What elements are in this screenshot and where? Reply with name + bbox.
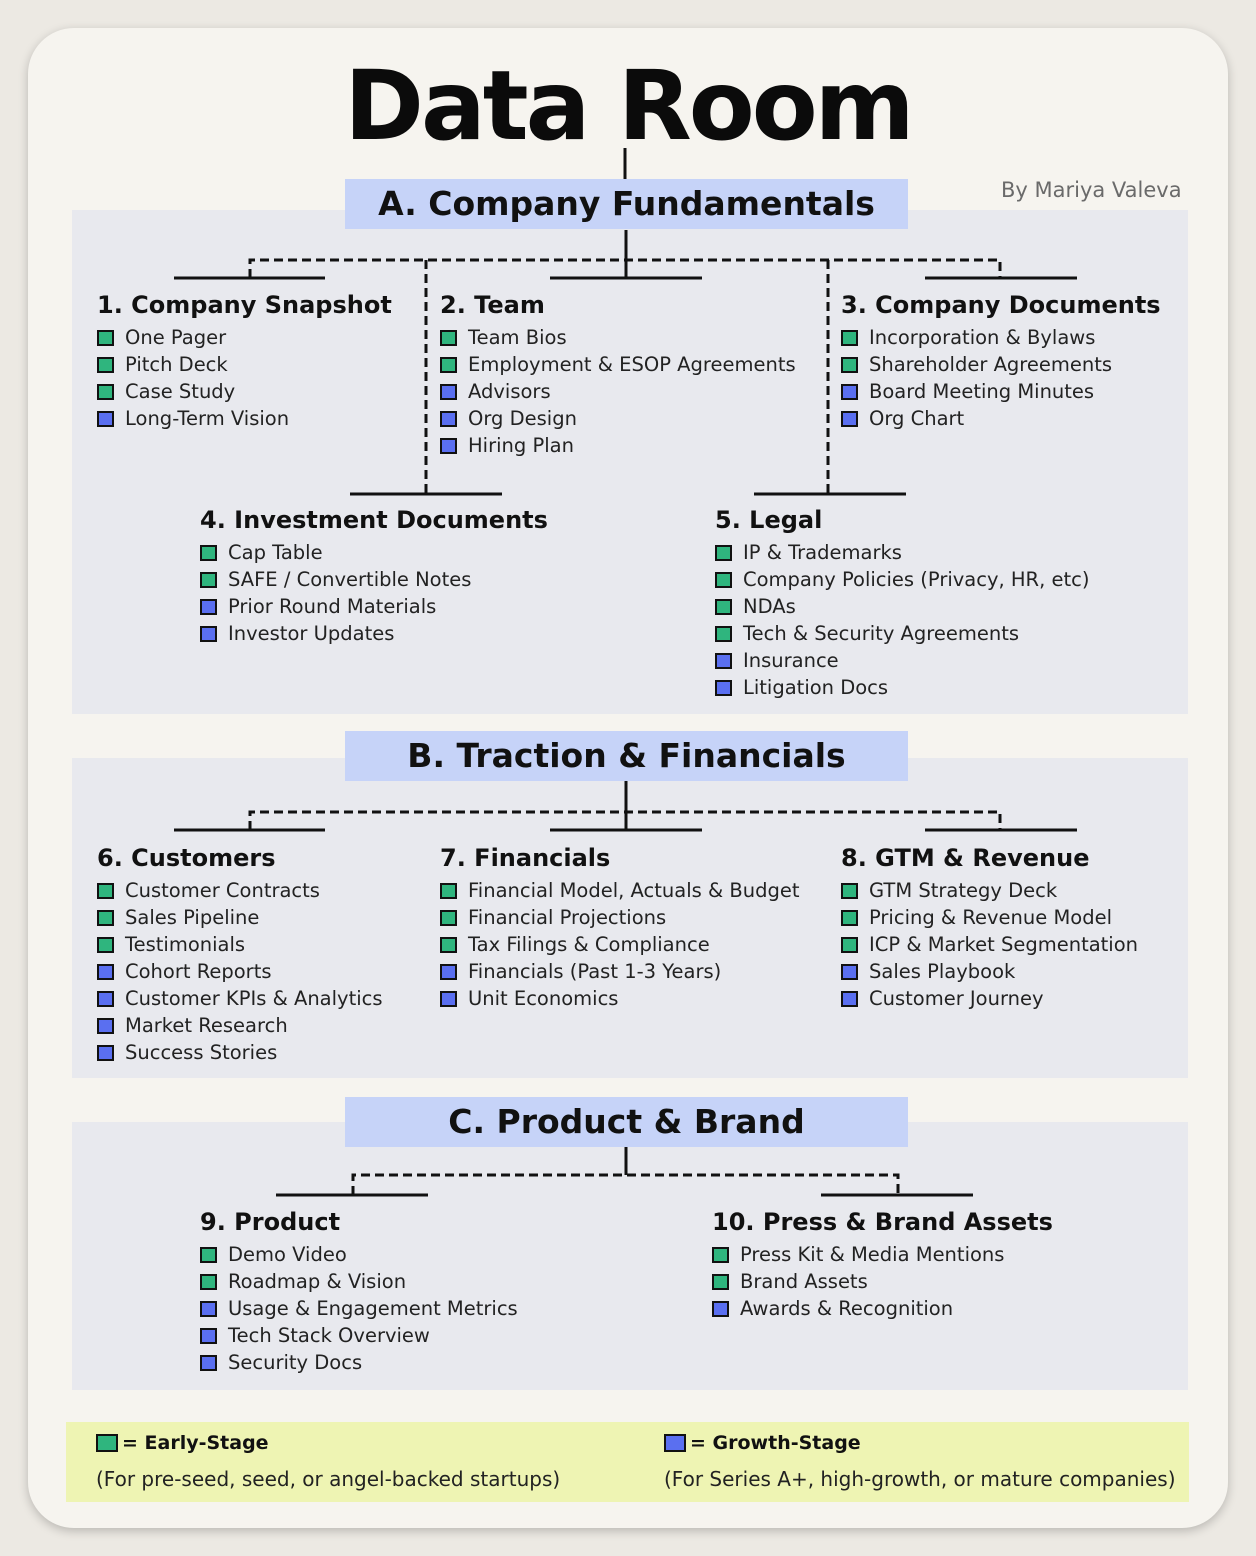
- growth-stage-checkbox-icon: [841, 964, 858, 980]
- checklist-item: [712, 1241, 1053, 1268]
- early-stage-checkbox-icon: [440, 937, 457, 953]
- early-stage-swatch-icon: [96, 1434, 118, 1452]
- checklist-item-label: Success Stories: [125, 1041, 278, 1064]
- checklist-item: [440, 324, 796, 351]
- group-title: 1. Company Snapshot: [97, 291, 392, 319]
- checklist-item: [200, 593, 548, 620]
- group-customers: [97, 844, 383, 1066]
- growth-stage-checkbox-icon: [97, 991, 114, 1007]
- early-stage-checkbox-icon: [440, 910, 457, 926]
- checklist-item: [841, 904, 1138, 931]
- section-header-traction-financials: B. Traction & Financials: [345, 731, 908, 781]
- checklist-item-label: Tax Filings & Compliance: [468, 933, 710, 956]
- growth-stage-checkbox-icon: [200, 1328, 217, 1344]
- early-stage-checkbox-icon: [97, 330, 114, 346]
- group-title: 10. Press & Brand Assets: [712, 1208, 1053, 1236]
- growth-stage-checkbox-icon: [440, 991, 457, 1007]
- checklist-item-label: Financial Model, Actuals & Budget: [468, 879, 800, 902]
- checklist-item: [841, 985, 1138, 1012]
- checklist-item-label: Shareholder Agreements: [869, 353, 1113, 376]
- checklist-item-label: Customer Contracts: [125, 879, 320, 902]
- group-press-brand-assets: [712, 1208, 1053, 1322]
- growth-stage-checkbox-icon: [200, 1301, 217, 1317]
- early-stage-checkbox-icon: [440, 357, 457, 373]
- checklist-item: [841, 351, 1161, 378]
- section-header-company-fundamentals: A. Company Fundamentals: [345, 179, 908, 229]
- growth-stage-checkbox-icon: [200, 1355, 217, 1371]
- checklist-item: [841, 877, 1138, 904]
- growth-stage-checkbox-icon: [200, 626, 217, 642]
- early-stage-checkbox-icon: [200, 1274, 217, 1290]
- checklist-item-label: Insurance: [743, 649, 839, 672]
- checklist-item: [440, 985, 800, 1012]
- legend-early-label: = Early-Stage: [122, 1432, 269, 1454]
- checklist-item-label: Incorporation & Bylaws: [869, 326, 1096, 349]
- early-stage-checkbox-icon: [440, 330, 457, 346]
- checklist-item-label: Customer KPIs & Analytics: [125, 987, 383, 1010]
- checklist-item: [715, 539, 1089, 566]
- checklist-item-label: Sales Playbook: [869, 960, 1016, 983]
- growth-stage-checkbox-icon: [200, 599, 217, 615]
- checklist-item-label: IP & Trademarks: [743, 541, 902, 564]
- checklist-item: [97, 958, 383, 985]
- checklist-item: [715, 647, 1089, 674]
- checklist-item: [841, 958, 1138, 985]
- early-stage-checkbox-icon: [715, 545, 732, 561]
- checklist-item: [97, 877, 383, 904]
- checklist-item: [440, 904, 800, 931]
- group-title: 2. Team: [440, 291, 545, 319]
- checklist-item: [97, 1012, 383, 1039]
- growth-stage-checkbox-icon: [841, 384, 858, 400]
- checklist-item: [97, 1039, 383, 1066]
- early-stage-checkbox-icon: [200, 1247, 217, 1263]
- growth-stage-checkbox-icon: [715, 680, 732, 696]
- early-stage-checkbox-icon: [715, 599, 732, 615]
- checklist-item-label: Long-Term Vision: [125, 407, 290, 430]
- page-title: Data Room: [344, 50, 912, 162]
- checklist-item-label: Unit Economics: [468, 987, 619, 1010]
- legend-early-stage: [96, 1432, 269, 1454]
- early-stage-checkbox-icon: [715, 572, 732, 588]
- checklist-item-label: Demo Video: [228, 1243, 347, 1266]
- checklist-item: [200, 1322, 518, 1349]
- checklist-item: [97, 985, 383, 1012]
- checklist-item: [715, 674, 1089, 701]
- group-title: 9. Product: [200, 1208, 341, 1236]
- checklist-item-label: Sales Pipeline: [125, 906, 260, 929]
- group-gtm-revenue: [841, 844, 1138, 1012]
- growth-stage-checkbox-icon: [97, 411, 114, 427]
- early-stage-checkbox-icon: [97, 357, 114, 373]
- growth-stage-checkbox-icon: [715, 653, 732, 669]
- checklist-item: [440, 432, 796, 459]
- checklist-item: [97, 931, 383, 958]
- checklist-item-label: Roadmap & Vision: [228, 1270, 407, 1293]
- checklist-item: [97, 378, 392, 405]
- growth-stage-checkbox-icon: [841, 411, 858, 427]
- growth-stage-checkbox-icon: [440, 411, 457, 427]
- checklist-item: [712, 1295, 1053, 1322]
- checklist-item: [200, 1349, 518, 1376]
- checklist-item-label: Team Bios: [468, 326, 567, 349]
- growth-stage-swatch-icon: [664, 1434, 686, 1452]
- early-stage-checkbox-icon: [200, 572, 217, 588]
- group-investment-documents: [200, 506, 548, 647]
- group-company-documents: [841, 291, 1161, 432]
- author-byline: By Mariya Valeva: [1001, 178, 1182, 202]
- checklist-item-label: Org Design: [468, 407, 577, 430]
- checklist-item: [841, 405, 1161, 432]
- early-stage-checkbox-icon: [841, 937, 858, 953]
- growth-stage-checkbox-icon: [440, 438, 457, 454]
- checklist-item: [200, 1241, 518, 1268]
- checklist-item-label: Advisors: [468, 380, 551, 403]
- checklist-item: [200, 539, 548, 566]
- checklist-item: [200, 620, 548, 647]
- checklist-item: [97, 351, 392, 378]
- checklist-item-label: Case Study: [125, 380, 236, 403]
- early-stage-checkbox-icon: [97, 384, 114, 400]
- checklist-item-label: Company Policies (Privacy, HR, etc): [743, 568, 1090, 591]
- checklist-item: [841, 931, 1138, 958]
- checklist-item-label: NDAs: [743, 595, 796, 618]
- group-company-snapshot: [97, 291, 392, 432]
- checklist-item: [440, 931, 800, 958]
- checklist-item-label: Financial Projections: [468, 906, 667, 929]
- checklist-item-label: Tech Stack Overview: [228, 1324, 430, 1347]
- early-stage-checkbox-icon: [97, 910, 114, 926]
- checklist-item: [712, 1268, 1053, 1295]
- checklist-item-label: Pitch Deck: [125, 353, 228, 376]
- group-product: [200, 1208, 518, 1376]
- early-stage-checkbox-icon: [712, 1247, 729, 1263]
- checklist-item: [715, 566, 1089, 593]
- growth-stage-checkbox-icon: [97, 1045, 114, 1061]
- checklist-item-label: Usage & Engagement Metrics: [228, 1297, 518, 1320]
- growth-stage-checkbox-icon: [440, 964, 457, 980]
- legend-growth-label: = Growth-Stage: [690, 1432, 861, 1454]
- checklist-item: [440, 877, 800, 904]
- group-financials: [440, 844, 800, 1012]
- legend-growth-stage: [664, 1432, 861, 1454]
- checklist-item-label: Employment & ESOP Agreements: [468, 353, 796, 376]
- checklist-item-label: SAFE / Convertible Notes: [228, 568, 472, 591]
- checklist-item-label: Awards & Recognition: [740, 1297, 954, 1320]
- checklist-item: [440, 351, 796, 378]
- checklist-item: [200, 1295, 518, 1322]
- checklist-item-label: Pricing & Revenue Model: [869, 906, 1112, 929]
- group-title: 7. Financials: [440, 844, 611, 872]
- checklist-item: [841, 378, 1161, 405]
- checklist-item-label: Board Meeting Minutes: [869, 380, 1095, 403]
- checklist-item-label: Cap Table: [228, 541, 323, 564]
- checklist-item: [440, 405, 796, 432]
- checklist-item: [200, 1268, 518, 1295]
- checklist-item-label: GTM Strategy Deck: [869, 879, 1058, 902]
- checklist-item-label: Market Research: [125, 1014, 288, 1037]
- checklist-item-label: Cohort Reports: [125, 960, 272, 983]
- early-stage-checkbox-icon: [715, 626, 732, 642]
- checklist-item-label: Press Kit & Media Mentions: [740, 1243, 1005, 1266]
- group-title: 6. Customers: [97, 844, 276, 872]
- group-team: [440, 291, 796, 459]
- checklist-item-label: One Pager: [125, 326, 227, 349]
- checklist-item-label: Hiring Plan: [468, 434, 574, 457]
- early-stage-checkbox-icon: [97, 883, 114, 899]
- legend-growth-note: (For Series A+, high-growth, or mature companies): [664, 1467, 1176, 1491]
- early-stage-checkbox-icon: [841, 883, 858, 899]
- group-title: 8. GTM & Revenue: [841, 844, 1090, 872]
- early-stage-checkbox-icon: [712, 1274, 729, 1290]
- early-stage-checkbox-icon: [841, 910, 858, 926]
- checklist-item-label: Investor Updates: [228, 622, 395, 645]
- checklist-item: [97, 324, 392, 351]
- early-stage-checkbox-icon: [841, 330, 858, 346]
- checklist-item-label: Org Chart: [869, 407, 965, 430]
- early-stage-checkbox-icon: [97, 937, 114, 953]
- checklist-item-label: Brand Assets: [740, 1270, 868, 1293]
- checklist-item-label: Tech & Security Agreements: [743, 622, 1020, 645]
- group-title: 4. Investment Documents: [200, 506, 548, 534]
- growth-stage-checkbox-icon: [712, 1301, 729, 1317]
- checklist-item: [440, 958, 800, 985]
- checklist-item-label: Customer Journey: [869, 987, 1044, 1010]
- checklist-item: [715, 593, 1089, 620]
- early-stage-checkbox-icon: [841, 357, 858, 373]
- checklist-item-label: ICP & Market Segmentation: [869, 933, 1139, 956]
- early-stage-checkbox-icon: [440, 883, 457, 899]
- checklist-item: [715, 620, 1089, 647]
- growth-stage-checkbox-icon: [440, 384, 457, 400]
- group-legal: [715, 506, 1089, 701]
- checklist-item: [841, 324, 1161, 351]
- early-stage-checkbox-icon: [200, 545, 217, 561]
- checklist-item: [97, 405, 392, 432]
- growth-stage-checkbox-icon: [841, 991, 858, 1007]
- checklist-item-label: Litigation Docs: [743, 676, 889, 699]
- checklist-item-label: Testimonials: [125, 933, 246, 956]
- group-title: 3. Company Documents: [841, 291, 1161, 319]
- checklist-item: [97, 904, 383, 931]
- growth-stage-checkbox-icon: [97, 1018, 114, 1034]
- growth-stage-checkbox-icon: [97, 964, 114, 980]
- checklist-item: [440, 378, 796, 405]
- checklist-item-label: Prior Round Materials: [228, 595, 437, 618]
- section-header-product-brand: C. Product & Brand: [345, 1097, 908, 1147]
- legend-early-note: (For pre-seed, seed, or angel-backed startups): [96, 1467, 561, 1491]
- group-title: 5. Legal: [715, 506, 823, 534]
- checklist-item-label: Financials (Past 1-3 Years): [468, 960, 722, 983]
- checklist-item: [200, 566, 548, 593]
- checklist-item-label: Security Docs: [228, 1351, 363, 1374]
